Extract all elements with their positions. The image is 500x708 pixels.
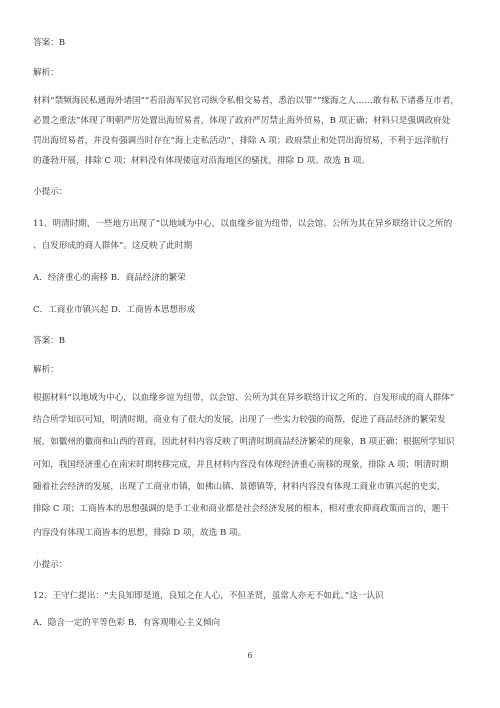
- option-line: A．隐含一定的平等色彩 B．有客观唯心主义倾向: [33, 618, 221, 628]
- analysis-line: 的蓬勃开展，排除 C 项；材料没有体现倭寇对沿海地区的骚扰，排除 D 项。故选 B 项。: [33, 156, 370, 166]
- option-line: C．工商业市镇兴起 D．工商皆本思想形成: [33, 305, 196, 315]
- analysis-line: 罚出海贸易者，并没有强调当时存在“海上走私活动”，排除 A 项；政府禁止和处罚出海贸易，不利于远洋航行: [33, 136, 449, 146]
- question-stem: 、自发形成的商人群体”。这反映了此时期: [33, 241, 193, 251]
- question-stem: 11、明清时期，一些地方出现了“以地域为中心，以血缘乡谊为纽带，以会馆、公所为其在异乡联络计议之所的: [33, 219, 453, 229]
- tip-label: 小提示：: [33, 187, 68, 197]
- option-line: A．经济重心的南移 B．商品经济的繁荣: [33, 273, 186, 283]
- analysis-line: 根据材料“以地域为中心，以血缘乡谊为纽带，以会馆、公所为其在异乡联络计议之所的、自发形成的商人群体”: [33, 393, 455, 403]
- analysis-line: 展，如徽州的徽商和山西的晋商，因此材料内容反映了明清时期商品经济繁荣的现象，B 项正确；根据所学知识: [33, 437, 455, 447]
- question-stem: 12、王守仁提出：“夫良知即是道，良知之在人心，不但圣贤，虽常人亦无不如此。”这一认识: [33, 591, 384, 601]
- analysis-line: 必置之重法”体现了明朝严厉处置出海贸易者，体现了政府严厉禁止海外贸易，B 项正确；材料只是强调政府处: [33, 116, 451, 126]
- tip-label: 小提示：: [33, 560, 68, 570]
- analysis-line: 材料“禁频海民私通海外诸国”“若沿海军民官司纵令私相交易者，悉治以罪”“缘海之人……敢有私下诸番互市者，: [33, 96, 459, 106]
- analysis-label: 解析：: [33, 68, 59, 78]
- answer-label: 答案：B: [33, 38, 66, 48]
- analysis-line: 排除 C 项；工商皆本的思想强调的是手工业和商业都是社会经济发展的根本，相对重农抑商政策而言的，题干: [33, 504, 449, 514]
- analysis-line: 随着社会经济的发展，出现了工商业市镇，如佛山镇、景德镇等，材料内容没有体现工商业市镇兴起的史实，: [33, 482, 446, 492]
- answer-label: 答案：B: [33, 336, 66, 346]
- analysis-label: 解析：: [33, 365, 59, 375]
- analysis-line: 可知，我国经济重心在南宋时期转移完成，并且材料内容没有体现经济重心南移的现象，排除 A 项；明清时期: [33, 460, 449, 470]
- analysis-line: 内容没有体现工商皆本的思想，排除 D 项，故选 B 项。: [33, 528, 247, 538]
- analysis-line: 结合所学知识可知，明清时期，商业有了很大的发展，出现了一些实力较强的商帮，促进了商品经济的繁荣发: [33, 415, 446, 425]
- page-number: 6: [247, 651, 253, 660]
